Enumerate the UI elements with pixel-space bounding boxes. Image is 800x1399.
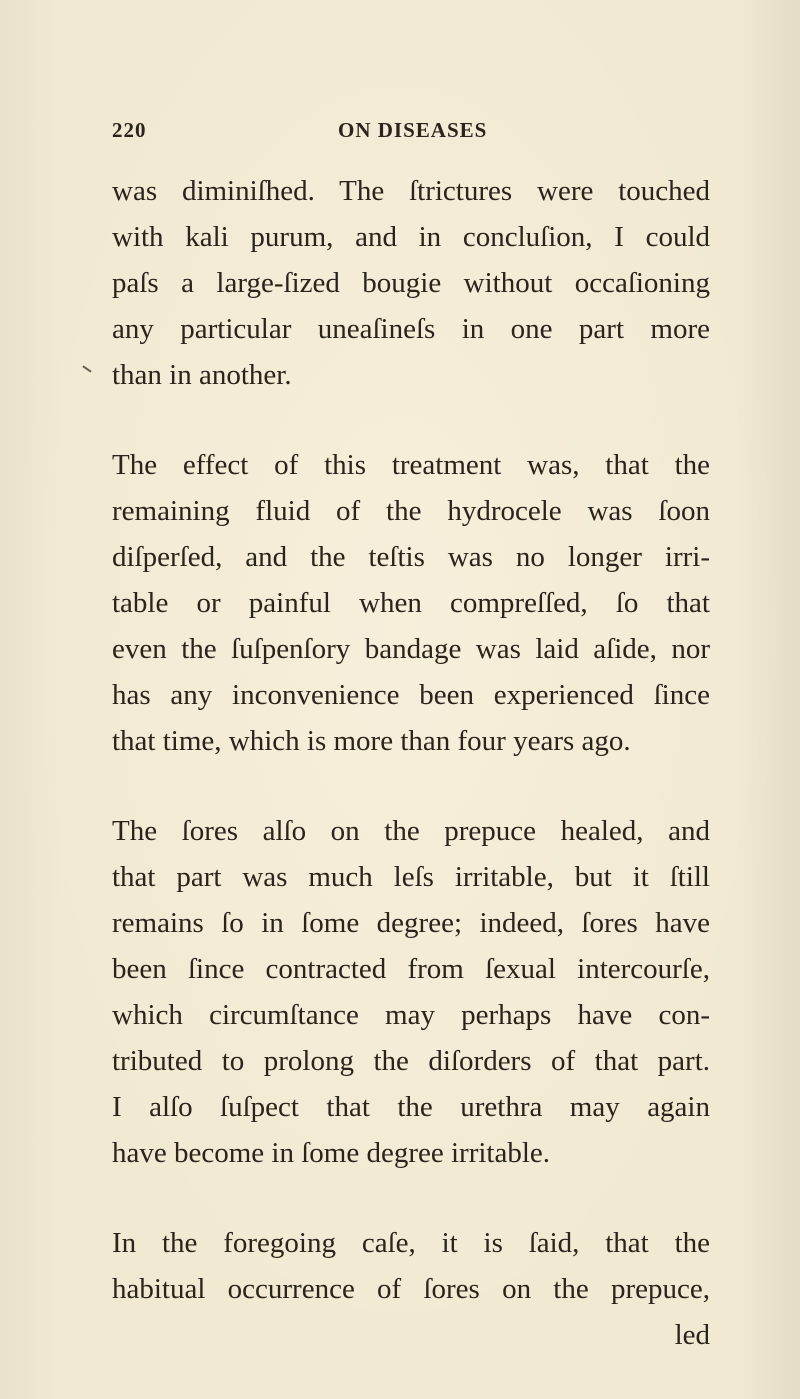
text-line: table or painful when compreſſed, ſo that bbox=[112, 587, 710, 619]
text-line: with kali purum, and in concluſion, I could bbox=[112, 221, 710, 253]
text-line: remaining fluid of the hydrocele was ſoon bbox=[112, 495, 710, 527]
paragraph-3 bbox=[112, 808, 710, 1176]
text-line: tributed to prolong the diſorders of that part. bbox=[112, 1045, 710, 1077]
catchword: led bbox=[674, 1319, 710, 1351]
text-line: that part was much leſs irritable, but it ſtill bbox=[112, 861, 710, 893]
text-line: has any inconvenience been experienced ſince bbox=[112, 679, 710, 711]
text-line: that time, which is more than four years ago. bbox=[112, 725, 631, 757]
text-line: paſs a large-ſized bougie without occaſioning bbox=[112, 267, 710, 299]
page-header bbox=[112, 118, 692, 148]
page-number: 220 bbox=[112, 118, 147, 142]
text-line: The ſores alſo on the prepuce healed, and bbox=[112, 815, 710, 847]
text-line: was diminiſhed. The ſtrictures were touched bbox=[112, 175, 710, 207]
text-line: been ſince contracted from ſexual intercourſe, bbox=[112, 953, 710, 985]
text-line: The effect of this treatment was, that the bbox=[112, 449, 710, 481]
body-text bbox=[112, 168, 710, 1358]
text-line: In the foregoing caſe, it is ſaid, that the bbox=[112, 1227, 710, 1259]
text-line: even the ſuſpenſory bandage was laid aſide, nor bbox=[112, 633, 710, 665]
paragraph-4 bbox=[112, 1220, 710, 1358]
text-line: diſperſed, and the teſtis was no longer irri- bbox=[112, 541, 710, 573]
margin-mark bbox=[82, 365, 91, 372]
paragraph-2 bbox=[112, 442, 710, 764]
text-line: I alſo ſuſpect that the urethra may again bbox=[112, 1091, 710, 1123]
text-line: habitual occurrence of ſores on the prepuce, bbox=[112, 1273, 710, 1305]
paragraph-1 bbox=[112, 168, 710, 398]
text-line: any particular uneaſineſs in one part more bbox=[112, 313, 710, 345]
text-line: which circumſtance may perhaps have con- bbox=[112, 999, 710, 1031]
text-line: than in another. bbox=[112, 359, 292, 391]
running-head: ON DISEASES bbox=[338, 118, 488, 142]
text-line: have become in ſome degree irritable. bbox=[112, 1137, 551, 1169]
text-line: remains ſo in ſome degree; indeed, ſores have bbox=[112, 907, 710, 939]
